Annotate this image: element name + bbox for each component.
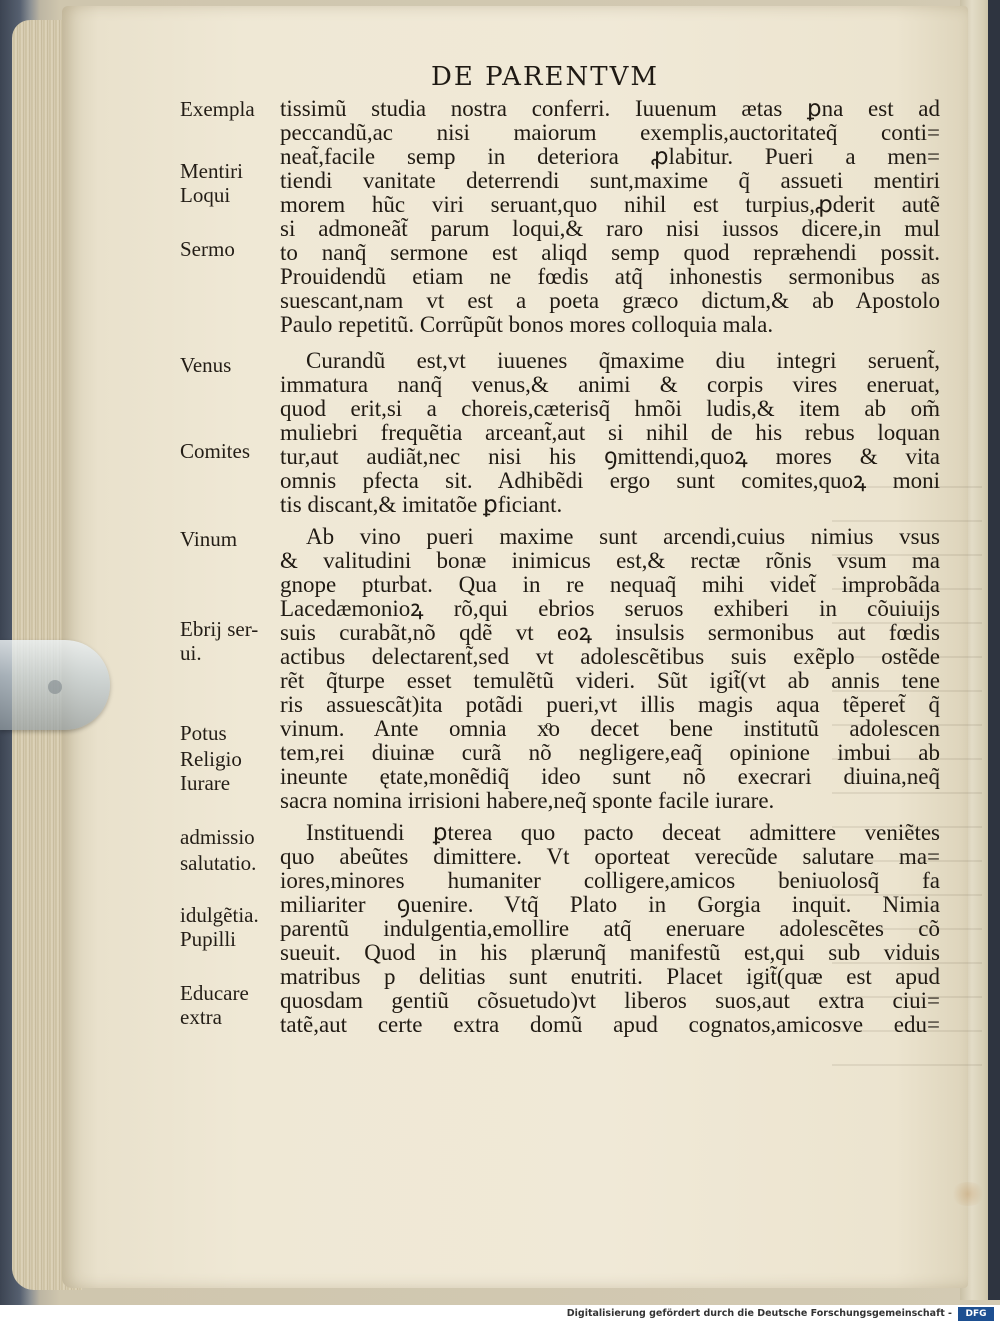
text-line: Lacedæmonioꝝ rõ,qui ebrios seruos exhiberi in cõuiuijs [280, 596, 940, 621]
text-line: tem,rei diuinæ curã nõ negligere,eaq̃ opinione imbui ab [280, 740, 940, 765]
text-line: peccandũ,ac nisi maiorum exemplis,auctoritateq̃ conti= [280, 120, 940, 145]
margin-note: Loqui [180, 183, 231, 207]
page-clip-hole [48, 680, 62, 694]
text-line: parentũ indulgentia,emollire atq̃ eneruare adolescẽtes cõ [280, 916, 940, 941]
running-title: DE PARENTVM [430, 62, 660, 92]
margin-note: Sermo [180, 237, 235, 261]
text-line: suis curabãt,nõ qdẽ vt eoꝝ insulsis sermonibus aut fœdis [280, 620, 940, 645]
text-line: sacra nomina irrisioni habere,neq̃ sponte facile iurare. [280, 788, 775, 813]
margin-note: salutatio. [180, 851, 257, 875]
text-line: actibus delectarent̃,sed vt adolescẽtibus suis exẽplo ostẽde [280, 644, 940, 669]
text-line: quod erit,si a choreis,cæterisq̃ hmõi ludis,& item ab om̃ [280, 396, 940, 421]
text-line: sueuit. Quod in his plærunq̃ manifestũ est,qui sub viduis [280, 940, 940, 965]
text-line: tis discant,& imitatõe ꝑficiant. [280, 492, 563, 517]
text-line: iores,minores humaniter colligere,amicos beniuolosq̃ fa [280, 868, 940, 893]
text-line: vinum. Ante omnia xͦo decet bene institutũ adolescen [280, 716, 940, 741]
text-line: immatura nanq̃ venus,& animi & corpis vires eneruat, [280, 372, 940, 397]
text-line: quo abeũtes dimittere. Vt oporteat verecũde salutare ma= [280, 844, 940, 869]
margin-note: Venus [180, 353, 232, 377]
text-line: muliebri frequẽtia arceant̃,aut si nihil de his rebus loquan [280, 420, 940, 445]
book-page [62, 6, 968, 1288]
margin-note: Religio [180, 747, 242, 771]
text-line: si admoneãt̃ parum loqui,& raro nisi iussos dicere,in mul [280, 216, 940, 241]
text-line: tur,aut audiãt,nec nisi his ꝯmittendi,quoꝝ mores & vita [280, 444, 940, 469]
margin-note: Comites [180, 439, 251, 463]
margin-note: Exempla [180, 97, 255, 121]
text-line: tiendi vanitate deterrendi sunt,maxime q̃ assueti mentiri [280, 168, 940, 193]
dfg-logo: DFG [958, 1307, 994, 1321]
margin-note: Pupilli [180, 927, 237, 951]
margin-note: Iurare [180, 771, 231, 795]
margin-note: admissio [180, 825, 255, 849]
margin-note: Ebrij ser- [180, 617, 259, 641]
text-line: tissimũ studia nostra conferri. Iuuenum ætas ꝑna est ad [280, 96, 940, 121]
text-line: & valitudini bonæ inimicus est,& rectæ rõnis vsum ma [280, 548, 940, 573]
text-line: matribus p delitias sunt enutriti. Placet igit̃(quæ est apud [280, 964, 940, 989]
text-line: gnope pturbat. Qua in re nequaq̃ mihi videt̃ improbãda [280, 572, 940, 597]
margin-note: idulgẽtia. [180, 903, 259, 927]
text-line: Instituendi ꝑterea quo pacto deceat admittere veniẽtes [306, 820, 940, 845]
text-line: ineunte ętate,monẽdiq̃ ideo sunt nõ execrari diuina,neq̃ [280, 764, 940, 789]
text-line: tatẽ,aut certe extra domũ apud cognatos,amicosve edu= [280, 1012, 940, 1037]
text-line: to nanq̃ sermone est aliqd semp quod repræhendi possit. [280, 240, 940, 265]
text-line: Ab vino pueri maxime sunt arcendi,cuius nimius vsus [306, 524, 940, 549]
text-line: ris assuescãt)ita potãdi pueri,vt illis magis aqua tẽperet̃ q̃ [280, 692, 940, 717]
text-line: suescant,nam vt est a poeta græco dictum,& ab Apostolo [280, 288, 940, 313]
page-stain [950, 1182, 986, 1206]
text-line: rẽt q̃turpe esset temulẽtũ videri. Sũt igit̃(vt ab annis tene [280, 668, 940, 693]
funding-credit: Digitalisierung gefördert durch die Deutsche Forschungsgemeinschaft - [566, 1308, 952, 1319]
footer-bar [0, 1305, 1000, 1324]
text-line: Curandũ est,vt iuuenes q̃maxime diu integri seruent̃, [306, 348, 940, 373]
text-line: miliariter ꝯuenire. Vtq̃ Plato in Gorgia inquit. Nimia [280, 892, 940, 917]
text-line: Paulo repetitũ. Corrũpũt bonos mores colloquia mala. [280, 312, 774, 337]
text-line: neat̃,facile semp in deteriora ꝓlabitur. Pueri a men= [280, 144, 940, 169]
text-line: morem hũc viri seruant,quo nihil est turpius,ꝓderit autẽ [280, 192, 940, 217]
margin-note: ui. [180, 641, 202, 665]
margin-note: extra [180, 1005, 222, 1029]
scan-border [988, 0, 1000, 1300]
text-line: quosdam gentiũ cõsuetudo)vt liberos suos,aut extra ciui= [280, 988, 940, 1013]
margin-note: Potus [180, 721, 227, 745]
text-line: omnis pfecta sit. Adhibẽdi ergo sunt comites,quoꝝ moni [280, 468, 940, 493]
margin-note: Vinum [180, 527, 238, 551]
margin-note: Educare [180, 981, 249, 1005]
text-line: Prouidendũ etiam ne fœdis atq̃ inhonestis sermonibus as [280, 264, 940, 289]
margin-note: Mentiri [180, 159, 243, 183]
